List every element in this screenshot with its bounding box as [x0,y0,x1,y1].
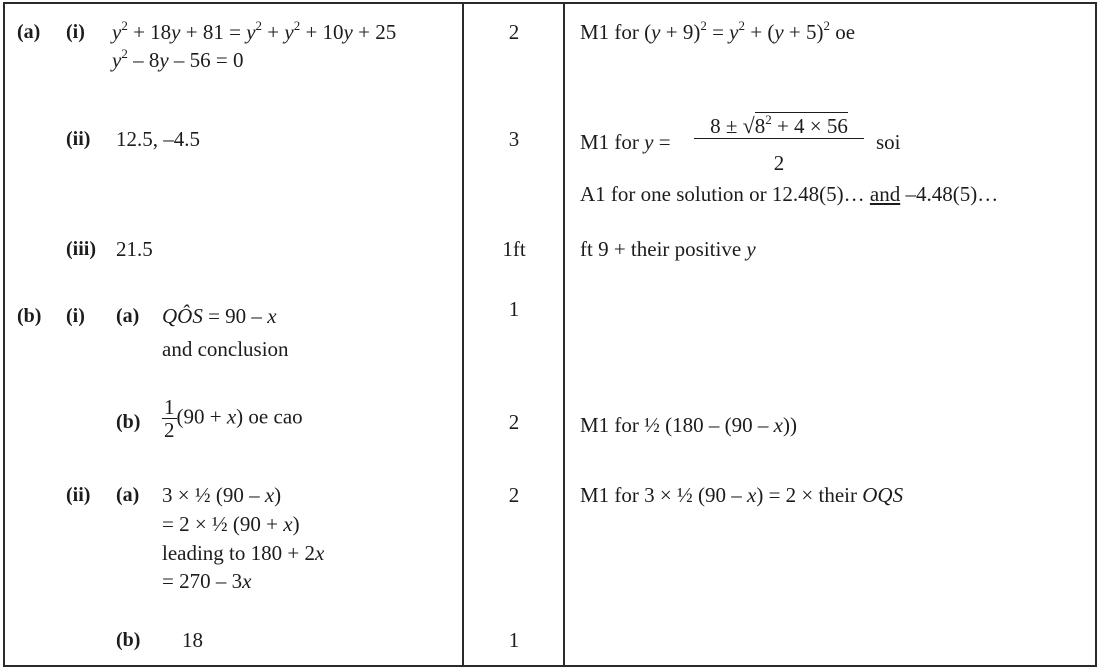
answer-b-ii-a-line4: = 270 – 3x [162,569,252,593]
answer-a-i-line1: $y^2 + 18y + 81 = y^2 + y^2 + 10y + 25$ [112,18,397,44]
quadratic-formula-numerator: $8 \pm √8^2 + 4 \times 56$ [694,114,864,139]
guidance-a-iii: ft 9 + their positive y [580,237,756,261]
guidance-a-ii-m1: M1 for y = [580,130,671,154]
answer-b-ii-b: 18 [182,628,203,652]
answer-b-ii-a-line2: = 2 × ½ (90 + x) [162,512,300,536]
part-b-label: (b) [17,305,42,327]
sub-b-i-b-label: (b) [116,411,141,433]
marks-a-i: 2 [508,20,520,44]
answer-b-i-a: QÔS = 90 – x [162,304,277,328]
marks-b-ii-b: 1 [508,628,520,652]
guidance-a-ii-a1: A1 for one solution or 12.48(5)… and –4.48(5)… [580,182,999,206]
marks-b-ii-a: 2 [508,483,520,507]
answer-b-ii-a-line1: 3 × ½ (90 – x) [162,483,282,507]
guidance-a-i: M1 for $(y + 9)^2 = y^2 + (y + 5)^2$ oe [580,18,856,44]
sub-b-i-label: (i) [66,305,85,327]
column-divider-answer [462,2,464,667]
sub-iii-label: (iii) [66,238,96,260]
answer-a-iii: 21.5 [116,237,153,261]
mark-scheme-table [3,2,1097,667]
sub-ii-label: (ii) [66,128,91,150]
part-a-label: (a) [17,21,41,43]
sub-b-ii-label: (ii) [66,484,91,506]
soi-note: soi [876,130,901,154]
marks-b-i-b: 2 [508,410,520,434]
column-divider-marks [563,2,565,667]
half-fraction: $\frac{1}{2}$ [164,395,175,442]
marks-b-i-a: 1 [508,297,520,321]
answer-b-i-b: $\frac{1}{2}$ (90 + x) oe cao [164,395,303,442]
answer-a-ii: 12.5, –4.5 [116,127,200,151]
answer-b-ii-a-line3: leading to 180 + 2x [162,541,325,565]
answer-a-i-line2: $y^2 - 8y - 56 = 0$ [112,46,244,72]
marks-a-iii: 1ft [502,237,526,261]
sub-b-i-a-label: (a) [116,305,140,327]
marks-a-ii: 3 [508,127,520,151]
guidance-b-ii-a: M1 for 3 × ½ (90 – x) = 2 × their OQS [580,483,904,507]
sub-b-ii-b-label: (b) [116,629,141,651]
sub-b-ii-a-label: (a) [116,484,140,506]
answer-b-i-a-conclusion: and conclusion [162,337,289,361]
guidance-b-i-b: M1 for ½ (180 – (90 – x)) [580,413,797,437]
quadratic-formula-denominator: 2 [773,151,785,175]
sub-i-label: (i) [66,21,85,43]
